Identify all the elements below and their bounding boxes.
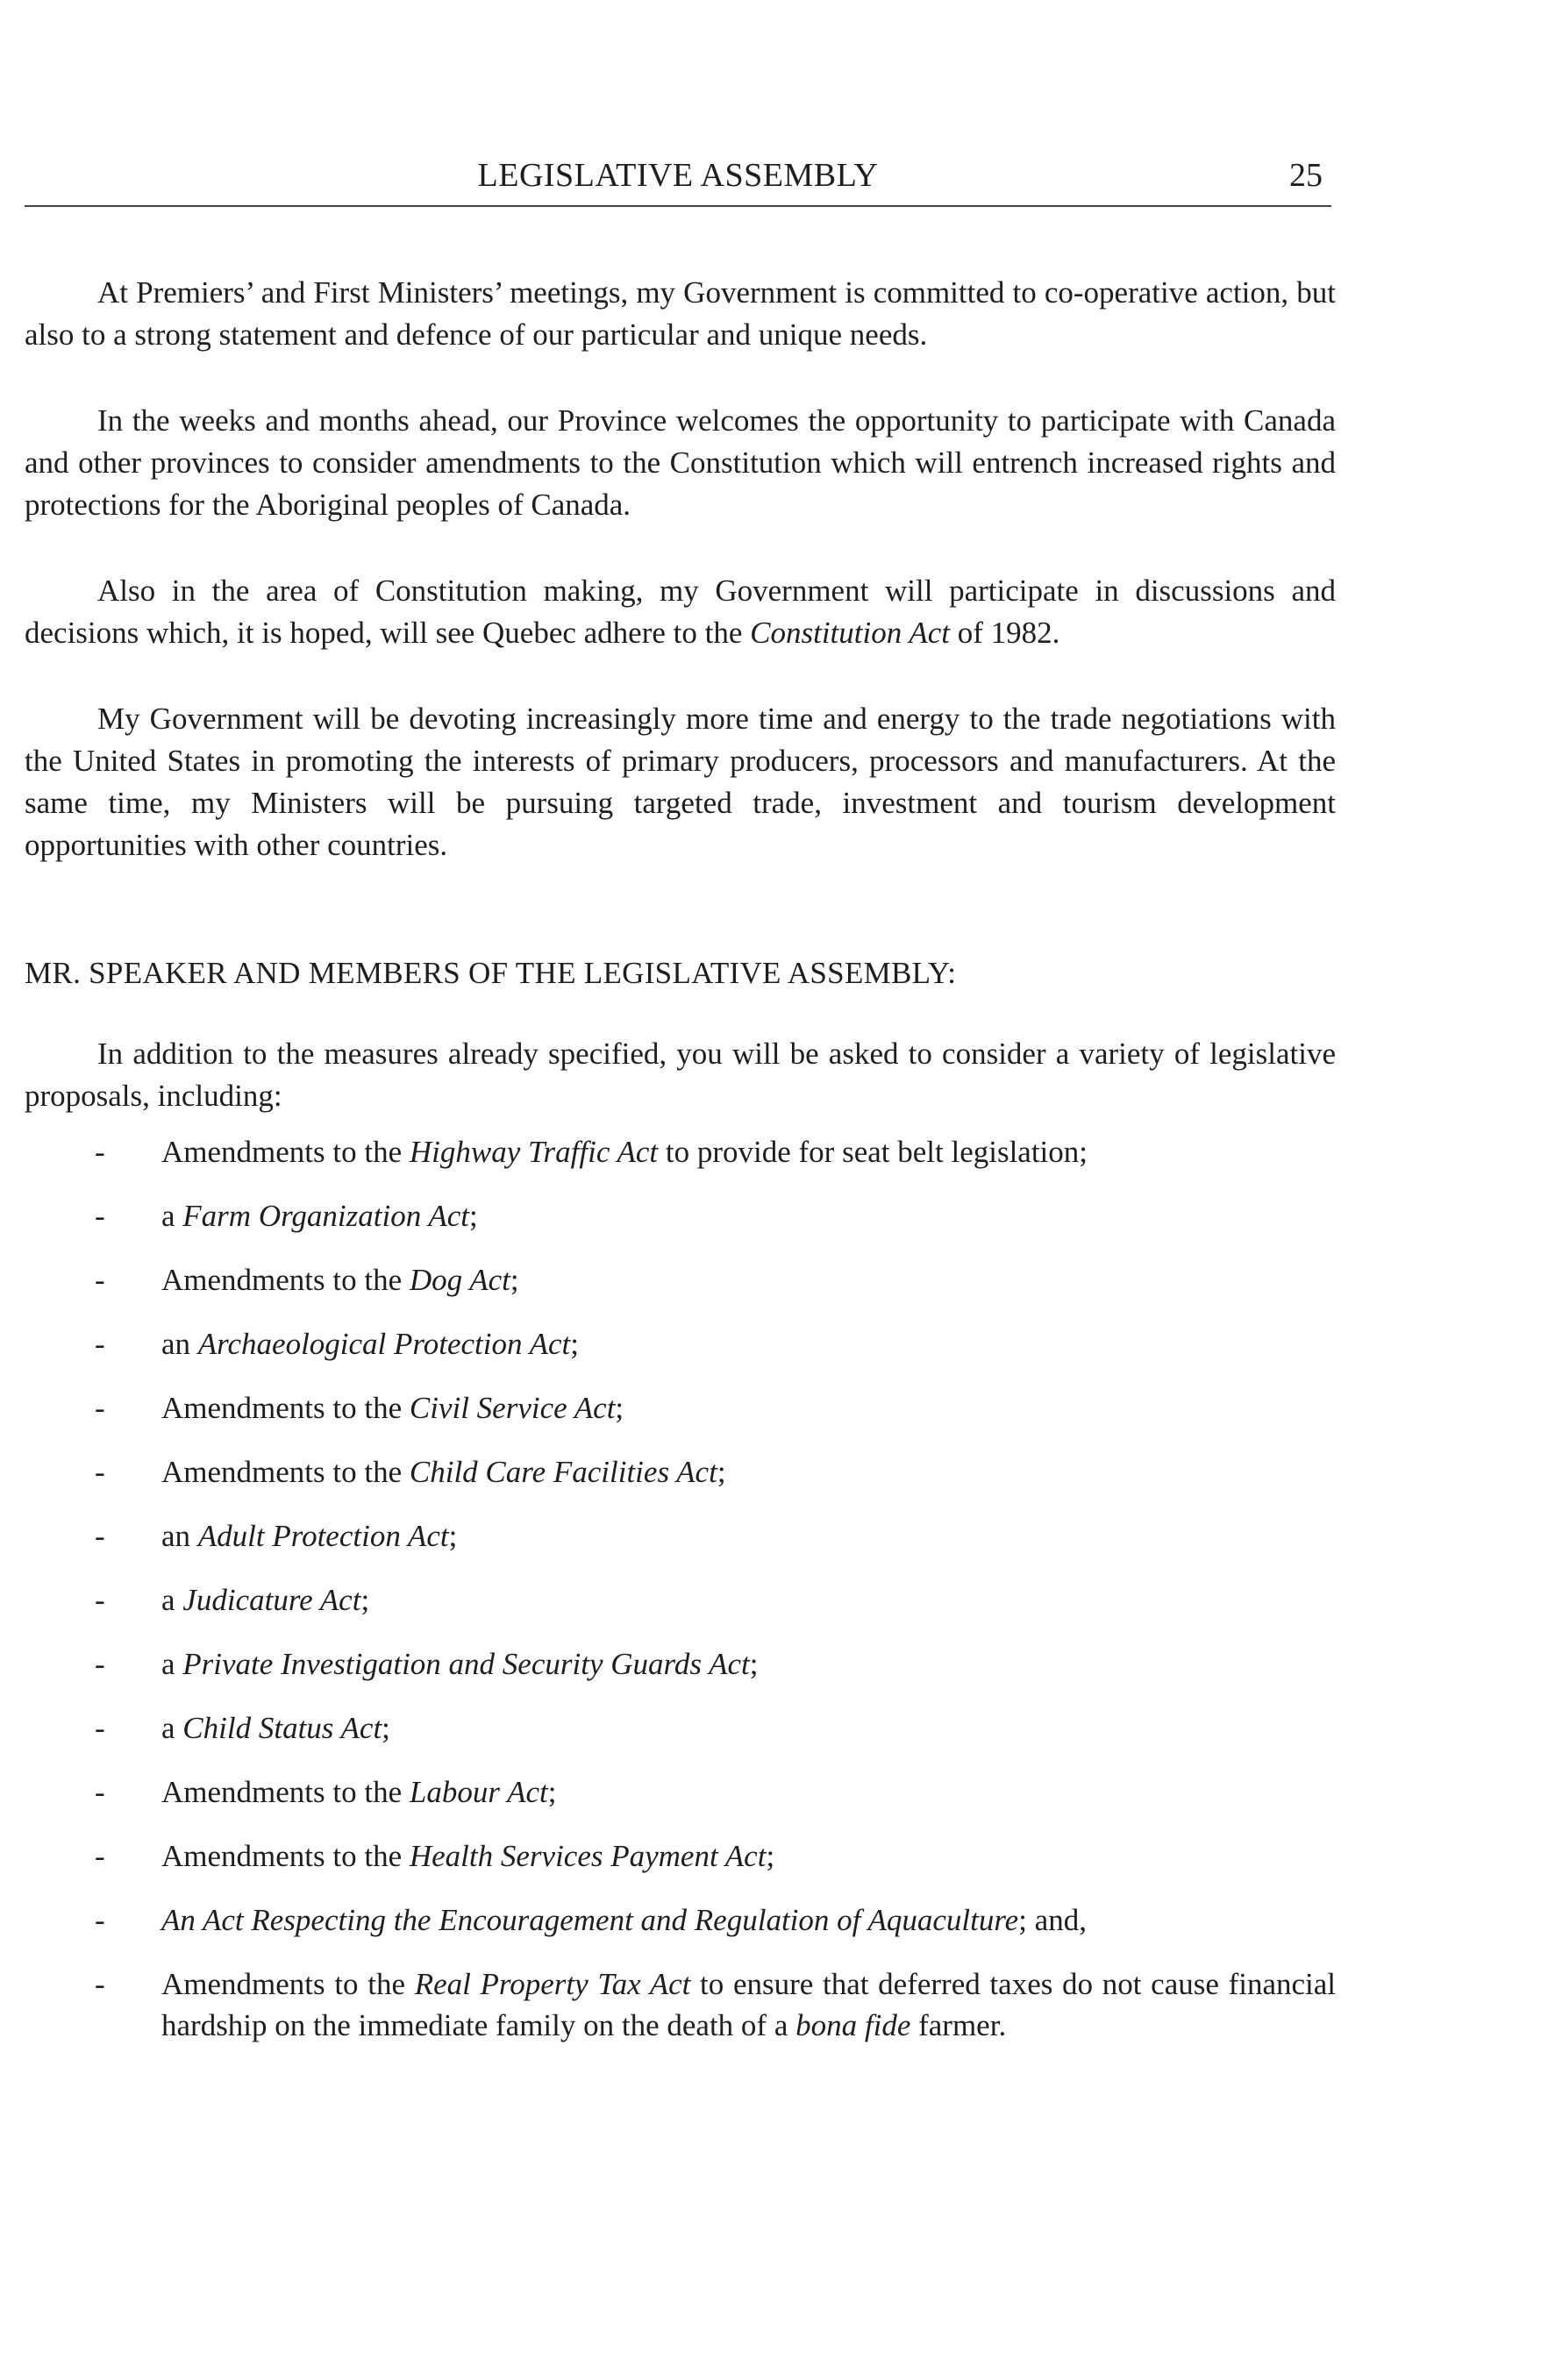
act-title: Child Status Act (182, 1711, 382, 1745)
legislative-proposals-list (25, 1131, 1336, 2046)
act-title: Farm Organization Act (182, 1199, 469, 1233)
paragraph-text: In the weeks and months ahead, our Province welcomes the opportunity to participate with Canada and other provinces to consider amendments to the Constitution which will entrench increased rights and protections for the Aboriginal peoples of Canada. (25, 403, 1336, 522)
list-item (25, 1579, 1336, 1621)
list-bullet: - (95, 1519, 105, 1553)
item-text: farmer. (910, 2008, 1007, 2042)
running-title: LEGISLATIVE ASSEMBLY (477, 157, 879, 194)
list-item (25, 1259, 1336, 1301)
paragraphs (25, 272, 1336, 866)
list-item (25, 1771, 1336, 1814)
item-text: ; (749, 1647, 759, 1681)
act-title: Health Services Payment Act (409, 1839, 767, 1873)
item-text: Amendments to the (161, 1263, 410, 1297)
item-text: a (161, 1583, 183, 1617)
item-text: Amendments to the (161, 1391, 410, 1425)
body-paragraph (25, 272, 1336, 356)
item-text: Amendments to the (161, 1967, 415, 2001)
list-item (25, 1707, 1336, 1749)
act-title: An Act Respecting the Encouragement and Regulation of Aquaculture (161, 1903, 1019, 1937)
item-text: to provide for seat belt legislation; (658, 1135, 1088, 1169)
list-bullet: - (95, 1775, 105, 1809)
list-item (25, 1643, 1336, 1685)
list-item (25, 1131, 1336, 1173)
item-text: ; and, (1018, 1903, 1087, 1937)
act-title: Child Care Facilities Act (409, 1455, 717, 1489)
section-heading: MR. SPEAKER AND MEMBERS OF THE LEGISLATIVE ASSEMBLY: (25, 956, 957, 990)
paragraph-text: My Government will be devoting increasingly more time and energy to the trade negotiations with the United States in promoting the interests of primary producers, processors and manufacturers. At the same time, my Ministers will be pursuing targeted trade, investment and tourism development opportunities with other countries. (25, 702, 1336, 862)
list-item (25, 1963, 1336, 2046)
paragraph-text: of 1982. (949, 616, 1060, 650)
list-bullet: - (95, 1967, 105, 2001)
page-header (25, 156, 1331, 207)
item-text: a (161, 1711, 183, 1745)
act-title: Archaeological Protection Act (197, 1327, 571, 1361)
list-item (25, 1195, 1336, 1237)
list-bullet: - (95, 1199, 105, 1233)
item-text: Amendments to the (161, 1775, 410, 1809)
list-item (25, 1835, 1336, 1878)
item-text: Amendments to the (161, 1839, 410, 1873)
item-text: ; (570, 1327, 579, 1361)
act-title: Private Investigation and Security Guards Act (182, 1647, 750, 1681)
list-bullet: - (95, 1839, 105, 1873)
act-title: Civil Service Act (409, 1391, 616, 1425)
act-title: Judicature Act (182, 1583, 361, 1617)
item-text: Amendments to the (161, 1135, 410, 1169)
paragraph-text: At Premiers’ and First Ministers’ meetings, my Government is committed to co-operative action, but also to a strong statement and defence of our particular and unique needs. (25, 275, 1336, 352)
item-text: a (161, 1199, 183, 1233)
body-paragraph (25, 570, 1336, 654)
act-title: Labour Act (409, 1775, 548, 1809)
act-title: Constitution Act (750, 616, 950, 650)
item-text: ; (360, 1583, 370, 1617)
list-bullet: - (95, 1263, 105, 1297)
item-text: ; (468, 1199, 478, 1233)
item-text: ; (547, 1775, 557, 1809)
item-text: ; (766, 1839, 775, 1873)
paragraph-text: Also in the area of Constitution making, my Government will participate in discussions and decisions which, it is hoped, will see Quebec adhere to the (25, 574, 1336, 650)
item-text: ; (448, 1519, 458, 1553)
list-bullet: - (95, 1647, 105, 1681)
item-text: a (161, 1647, 183, 1681)
list-item (25, 1387, 1336, 1429)
latin-term: bona fide (795, 2008, 911, 2042)
item-text: an (161, 1327, 198, 1361)
act-title: Dog Act (409, 1263, 510, 1297)
body-paragraph (25, 698, 1336, 866)
list-item (25, 1451, 1336, 1493)
list-bullet: - (95, 1903, 105, 1937)
body-paragraph (25, 400, 1336, 526)
page-number: 25 (1289, 157, 1323, 194)
list-bullet: - (95, 1455, 105, 1489)
list-bullet: - (95, 1711, 105, 1745)
list-bullet: - (95, 1327, 105, 1361)
item-text: ; (717, 1455, 726, 1489)
section-intro: In addition to the measures already specified, you will be asked to consider a variety of legislative proposals, including: (25, 1037, 1336, 1113)
item-text: to ensure that deferred taxes do not cause financial hardship on the immediate family on the death of a (161, 1967, 1337, 2042)
act-title: Real Property Tax Act (414, 1967, 691, 2001)
page-body (25, 272, 1336, 2068)
list-bullet: - (95, 1135, 105, 1169)
list-item (25, 1515, 1336, 1557)
list-item (25, 1899, 1336, 1942)
item-text: ; (510, 1263, 519, 1297)
list-bullet: - (95, 1391, 105, 1425)
act-title: Highway Traffic Act (409, 1135, 659, 1169)
item-text: ; (615, 1391, 624, 1425)
act-title: Adult Protection Act (197, 1519, 449, 1553)
item-text: Amendments to the (161, 1455, 410, 1489)
item-text: ; (382, 1711, 390, 1745)
item-text: an (161, 1519, 198, 1553)
list-item (25, 1323, 1336, 1365)
list-bullet: - (95, 1583, 105, 1617)
